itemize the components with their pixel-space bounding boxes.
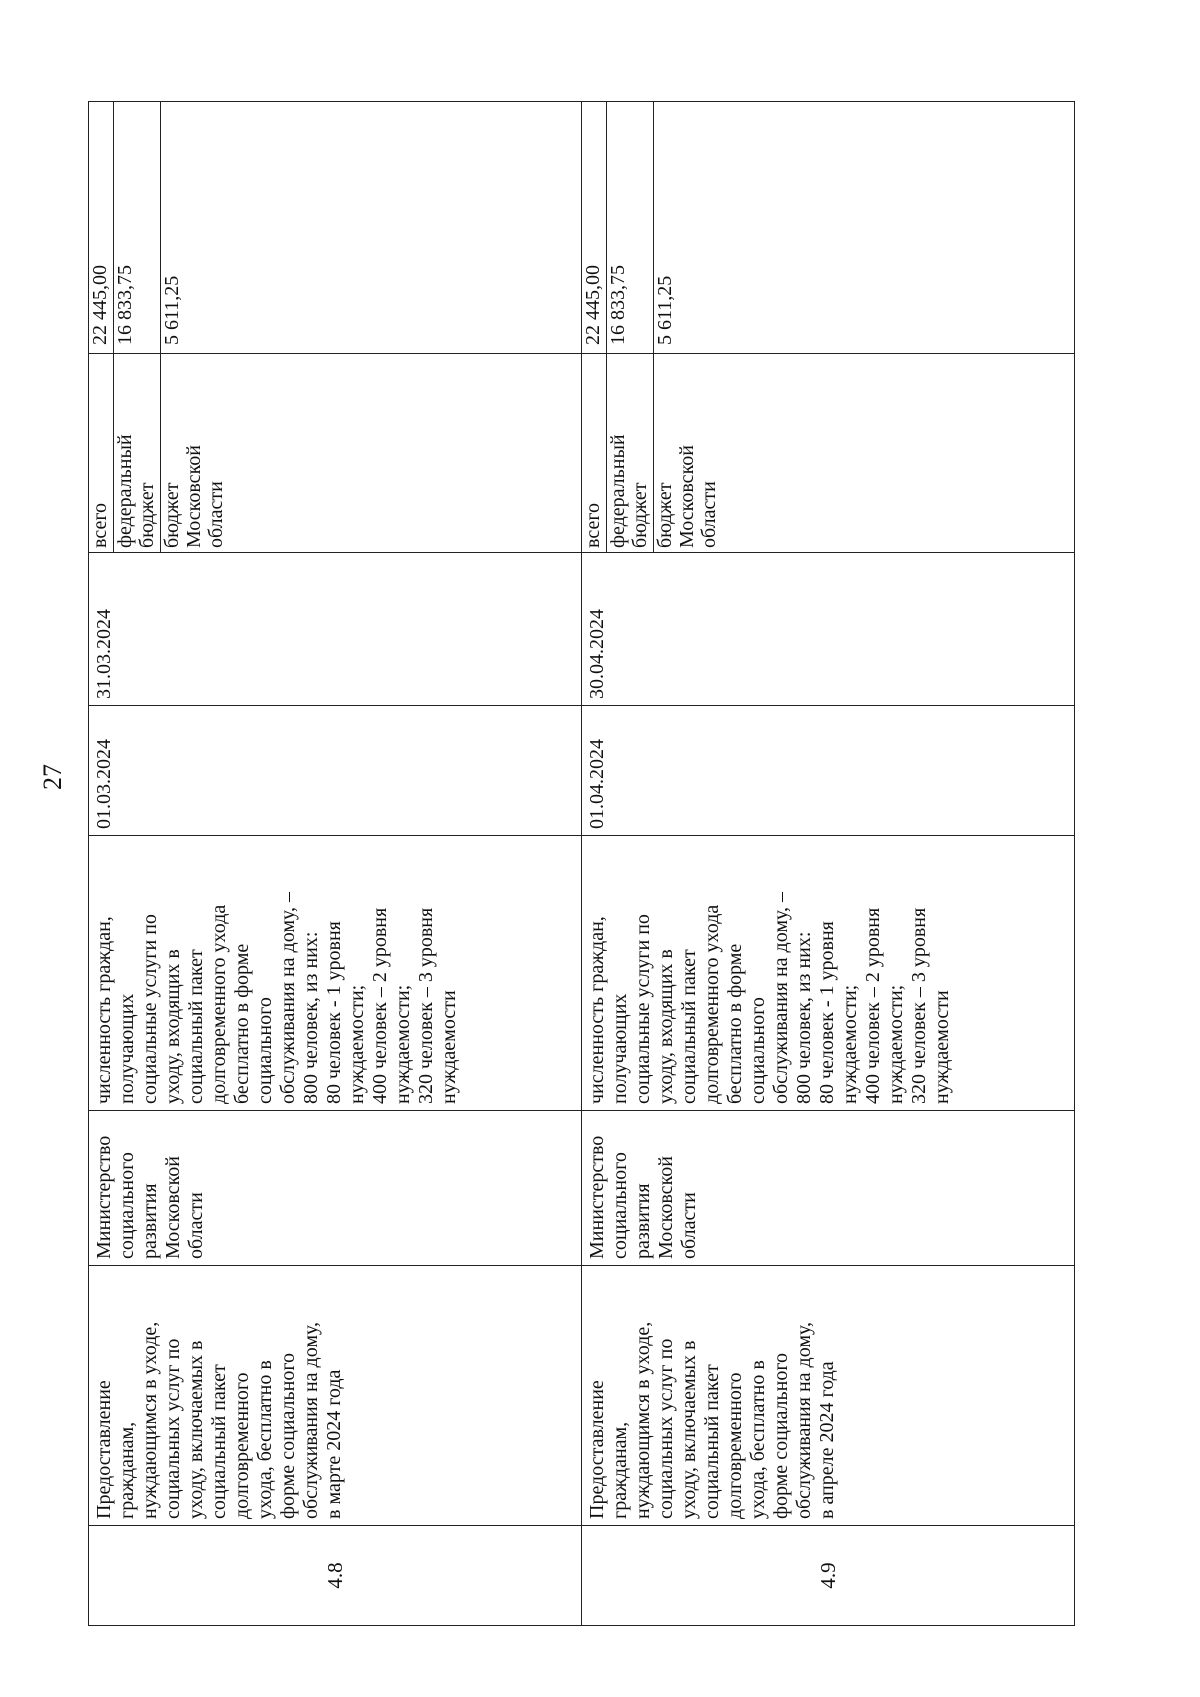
finance-cell — [89, 102, 582, 553]
finance-amount: 5 611,25 — [654, 102, 1075, 354]
table-row — [582, 102, 1075, 1626]
finance-source: федеральный бюджет — [607, 354, 654, 553]
document-table-rotated — [88, 102, 1058, 1626]
start-date-cell: 01.04.2024 — [582, 706, 1075, 836]
finance-row-federal — [607, 102, 654, 552]
finance-table — [582, 102, 1074, 552]
table-row — [89, 102, 582, 1626]
responsible-cell: Министерство социального развития Московской области — [582, 1111, 1075, 1266]
row-number: 4.8 — [89, 1526, 582, 1626]
end-date-cell: 31.03.2024 — [89, 553, 582, 706]
finance-amount: 22 445,00 — [89, 265, 111, 345]
event-cell: Предоставление гражданам, нуждающимся в уходе, социальных услуг по уходу, включаемых в социальный пакет долговременного ухода, бесплатно в форме социального обслуживания на дому, в марте 2024 года — [89, 1266, 582, 1526]
finance-amount: 22 445,00 — [582, 265, 604, 345]
finance-amount: 16 833,75 — [607, 102, 654, 354]
event-cell: Предоставление гражданам, нуждающимся в уходе, социальных услуг по уходу, включаемых в социальный пакет долговременного ухода, бесплатно в форме социального обслуживания на дому, в апреле 2024 года — [582, 1266, 1075, 1526]
finance-row-total — [89, 102, 114, 552]
finance-source: всего — [89, 354, 114, 553]
responsible-cell: Министерство социального развития Московской области — [89, 1111, 582, 1266]
finance-source: всего — [582, 354, 607, 553]
result-cell: численность граждан, получающих социальные услуги по уходу, входящих в социальный пакет долговременного ухода бесплатно в форме социального обслуживания на дому, – 800 человек, из них: 80 человек - 1 уровня нуждаемости; 400 человек – 2 уровня нуждаемости; 320 человек – 3 уровня нуждаемости — [89, 836, 582, 1111]
row-number: 4.9 — [582, 1526, 1075, 1626]
finance-row-federal — [114, 102, 161, 552]
finance-cell — [582, 102, 1075, 553]
finance-source: бюджет Московской области — [161, 354, 582, 553]
finance-source: федеральный бюджет — [114, 354, 161, 553]
finance-source: бюджет Московской области — [654, 354, 1075, 553]
finance-table — [89, 102, 581, 552]
end-date-cell: 30.04.2024 — [582, 553, 1075, 706]
result-cell: численность граждан, получающих социальные услуги по уходу, входящих в социальный пакет долговременного ухода бесплатно в форме социального обслуживания на дому, – 800 человек, из них: 80 человек - 1 уровня нуждаемости; 400 человек – 2 уровня нуждаемости; 320 человек – 3 уровня нуждаемости — [582, 836, 1075, 1111]
start-date-cell: 01.03.2024 — [89, 706, 582, 836]
activities-table — [88, 101, 1075, 1626]
finance-row-regional — [654, 102, 1075, 552]
finance-row-total — [582, 102, 607, 552]
finance-amount: 5 611,25 — [161, 102, 582, 354]
finance-amount: 16 833,75 — [114, 102, 161, 354]
finance-row-regional — [161, 102, 582, 552]
page-number: 27 — [38, 764, 67, 790]
